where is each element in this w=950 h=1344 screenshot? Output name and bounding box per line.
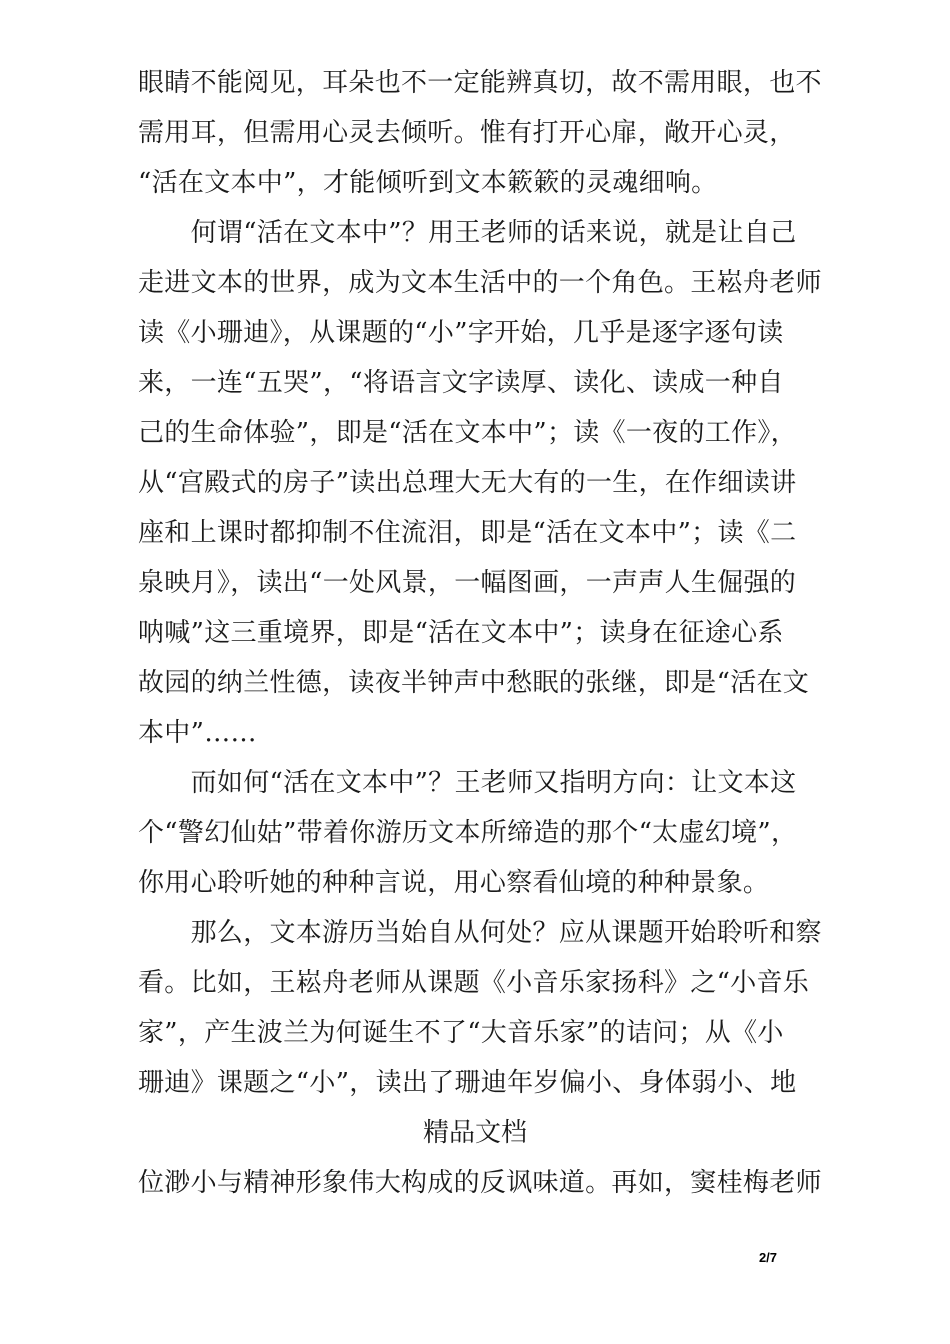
text-line: 走进文本的世界，成为文本生活中的一个角色。王崧舟老师 [138,268,822,298]
text-line: 来，一连“五哭”，“将语言文字读厚、读化、读成一种自 [138,368,784,398]
text-line: “活在文本中”，才能倾听到文本簌簌的灵魂细响。 [138,168,718,198]
text-line: 家”，产生波兰为何诞生不了“大音乐家”的诘问；从《小 [138,1018,784,1048]
text-line: 需用耳，但需用心灵去倾听。惟有打开心扉，敞开心灵， [138,118,796,148]
footer-label: 精品文档 [422,1118,527,1148]
page-number: 2/7 [758,1250,778,1265]
text-line: 何谓“活在文本中”？用王老师的话来说，就是让自己 [138,218,797,248]
text-line: 位渺小与精神形象伟大构成的反讽味道。再如，窦桂梅老师 [138,1168,822,1198]
text-line: 己的生命体验”，即是“活在文本中”；读《一夜的工作》， [138,418,797,448]
continuation-text [138,1158,822,1208]
text-line: 个“警幻仙姑”带着你游历文本所缔造的那个“太虚幻境”， [138,818,798,848]
body-text [138,58,822,1108]
text-line: 泉映月》，读出“一处风景，一幅图画，一声声人生倔强的 [138,568,797,598]
text-line: 本中”…… [138,718,257,748]
text-line: 眼睛不能阅见，耳朵也不一定能辨真切，故不需用眼，也不 [138,68,822,98]
text-line: 故园的纳兰性德，读夜半钟声中愁眠的张继，即是“活在文 [138,668,810,698]
text-line: 从“宫殿式的房子”读出总理大无大有的一生，在作细读讲 [138,468,797,498]
text-line: 珊迪》课题之“小”，读出了珊迪年岁偏小、身体弱小、地 [138,1068,797,1098]
text-line: 座和上课时都抑制不住流泪，即是“活在文本中”；读《二 [138,518,797,548]
text-line: 读《小珊迪》，从课题的“小”字开始，几乎是逐字逐句读 [138,318,784,348]
text-line: 看。比如，王崧舟老师从课题《小音乐家扬科》之“小音乐 [138,968,810,998]
text-line: 呐喊”这三重境界，即是“活在文本中”；读身在征途心系 [138,618,784,648]
text-line: 你用心聆听她的种种言说，用心察看仙境的种种景象。 [138,868,770,898]
text-line: 而如何“活在文本中”？王老师又指明方向：让文本这 [138,768,797,798]
text-line: 那么，文本游历当始自从何处？应从课题开始聆听和察 [138,918,822,948]
